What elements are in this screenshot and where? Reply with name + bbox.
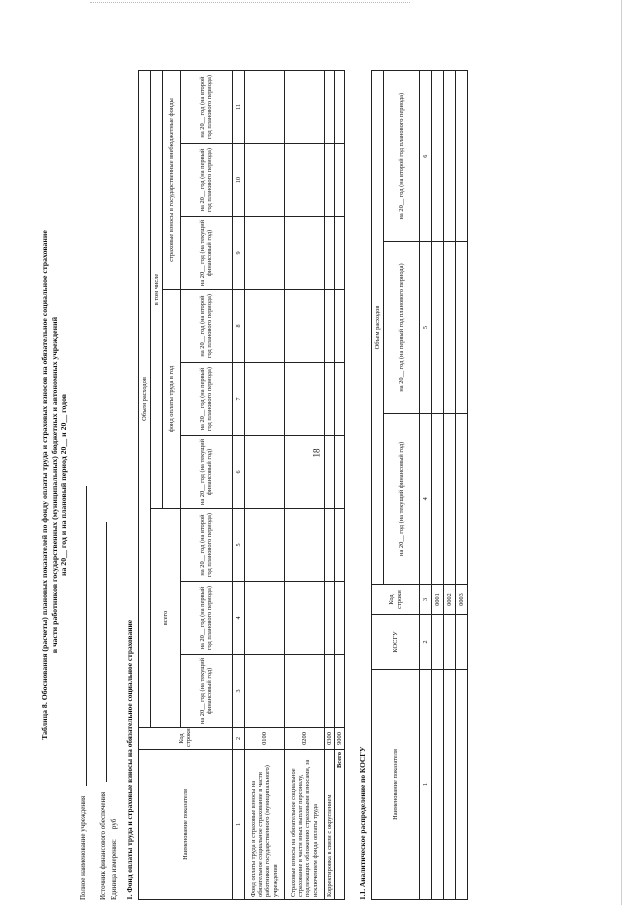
value-cell: [335, 144, 345, 217]
header-code: Код строки: [372, 585, 420, 615]
header-name: Наименование показателя: [138, 750, 232, 900]
value-cell: [335, 290, 345, 363]
header-year-first: на 20__ год (на первый год планового периода): [180, 582, 232, 655]
value-cell: [432, 413, 444, 584]
value-cell: [284, 655, 324, 728]
header-year-second: на 20__ год (на второй год планового периода): [180, 71, 232, 144]
column-number-row: [232, 71, 244, 900]
value-cell: [284, 582, 324, 655]
unit-row: [110, 70, 118, 900]
scan-artifact: [90, 2, 410, 4]
header-year-second: на 20__ год (на второй год планового периода): [180, 290, 232, 363]
value-cell: [284, 436, 324, 509]
unit-value: руб: [110, 818, 119, 830]
value-cell: [324, 363, 334, 436]
header-year-second: на 20__ год (на второй год планового периода): [180, 509, 232, 582]
value-cell: [324, 582, 334, 655]
value-cell: [244, 363, 284, 436]
row-code: 0002: [444, 585, 456, 615]
section-1-1-title: 1.1. Аналитическое распределение по КОСГУ: [358, 746, 368, 900]
value-cell: [244, 290, 284, 363]
table-row: [432, 71, 444, 900]
table-row: [456, 71, 468, 900]
column-number: 2: [232, 728, 244, 750]
value-cell: [284, 363, 324, 436]
column-number: 3: [232, 655, 244, 728]
value-cell: [324, 144, 334, 217]
value-cell: [284, 217, 324, 290]
value-cell: [244, 655, 284, 728]
header-volume: Объем расходов: [372, 71, 384, 585]
row-label: Корректировка в связи с округлением: [324, 750, 334, 900]
column-number: 1: [232, 750, 244, 900]
header-year-first: на 20__ год (на первый год планового периода): [180, 363, 232, 436]
value-cell: [244, 582, 284, 655]
column-number: 9: [232, 217, 244, 290]
value-cell: [324, 436, 334, 509]
value-cell: [244, 217, 284, 290]
value-cell: [335, 71, 345, 144]
value-cell: [456, 413, 468, 584]
value-cell: [444, 242, 456, 413]
value-cell: [324, 290, 334, 363]
institution-label: Полное наименование учреждения: [79, 795, 88, 900]
value-cell: [432, 242, 444, 413]
column-number: 6: [420, 71, 432, 242]
header-kosgu: КОСГУ: [372, 615, 420, 670]
title-line-3: на 20__ год и на плановый период 20__ и 20__ годов: [59, 393, 69, 577]
column-number: 10: [232, 144, 244, 217]
row-label: Страховые взносы на обязательное социальное страхование в части иных выплат персоналу, подлежащих обложению страховыми взносами, за исключением фонда оплаты труда: [284, 750, 324, 900]
unit-label: Единица измерения:: [110, 839, 119, 900]
header-year-current: на 20__ год (на текущий финансовый год): [180, 436, 232, 509]
value-cell: [284, 144, 324, 217]
value-cell: [244, 436, 284, 509]
institution-field: [77, 486, 87, 786]
column-number: 4: [420, 413, 432, 584]
total-row: [335, 71, 345, 900]
row-code: 0001: [432, 585, 444, 615]
title-line-2: в части работников государственных (муниципальных) бюджетных и автономных учреждений: [49, 316, 59, 654]
value-cell: [335, 436, 345, 509]
column-number: 7: [232, 363, 244, 436]
value-cell: [244, 144, 284, 217]
column-number: 6: [232, 436, 244, 509]
document-sheet: [40, 70, 600, 900]
value-cell: [456, 670, 468, 900]
source-label: Источник финансового обеспечения: [99, 791, 108, 900]
column-number: 3: [420, 585, 432, 615]
table-row: [444, 71, 456, 900]
value-cell: [444, 413, 456, 584]
header-payroll: фонд оплаты труда в год: [162, 290, 180, 509]
source-row: [97, 70, 107, 900]
value-cell: [244, 509, 284, 582]
table-row: [324, 71, 334, 900]
value-cell: [456, 71, 468, 242]
value-cell: [335, 655, 345, 728]
section-1-title: 1. Фонд оплаты труда и страховые взносы на обязательное социальное страхование: [125, 619, 135, 900]
value-cell: [324, 509, 334, 582]
row-code: 0200: [284, 728, 324, 750]
value-cell: [324, 655, 334, 728]
value-cell: [432, 670, 444, 900]
value-cell: [335, 217, 345, 290]
header-name: Наименование показателя: [372, 670, 420, 900]
row-code: 0300: [324, 728, 334, 750]
header-year-current: на 20__ год (на текущий финансовый год): [384, 413, 420, 584]
title-line-1: Таблица 8. Обоснования (расчеты) плановых показателей по фонду оплаты труда и страховых взносов на обязательное социальное страхование: [40, 230, 49, 740]
header-code: Код строки: [138, 728, 232, 750]
column-number-row: [420, 71, 432, 900]
kosgu-table: [371, 70, 468, 900]
page-number: 18: [311, 448, 322, 458]
column-number: 4: [232, 582, 244, 655]
table-row: [284, 71, 324, 900]
header-year-current: на 20__ год (на текущий финансовый год): [180, 655, 232, 728]
value-cell: [456, 615, 468, 670]
value-cell: [444, 71, 456, 242]
value-cell: [335, 509, 345, 582]
row-code: 0003: [456, 585, 468, 615]
column-number: 11: [232, 71, 244, 144]
total-label: Всего: [335, 750, 345, 900]
value-cell: [284, 71, 324, 144]
header-year-second: на 20__ год (на второй год планового периода): [384, 71, 420, 242]
value-cell: [324, 217, 334, 290]
document-title: [40, 70, 69, 900]
value-cell: [335, 363, 345, 436]
total-code: 9000: [335, 728, 345, 750]
value-cell: [444, 670, 456, 900]
header-year-current: на 20__ год (на текущий финансовый год): [180, 217, 232, 290]
row-label: Фонд оплаты труда и страховые взносы на обязательное социальное страхование в части работников государственного (муниципального) учреждения: [244, 750, 284, 900]
table-row: [244, 71, 284, 900]
header-volume: Объем расходов: [138, 71, 150, 728]
institution-row: [77, 70, 87, 900]
column-number: 5: [232, 509, 244, 582]
value-cell: [324, 71, 334, 144]
column-number: 2: [420, 615, 432, 670]
scan-edge: [621, 0, 622, 905]
column-number: 5: [420, 242, 432, 413]
header-total: всего: [150, 509, 180, 728]
row-code: 0100: [244, 728, 284, 750]
column-number: 1: [420, 670, 432, 900]
value-cell: [244, 71, 284, 144]
source-field: [97, 522, 107, 782]
value-cell: [335, 582, 345, 655]
value-cell: [284, 509, 324, 582]
header-including: в том числе: [150, 71, 162, 509]
payroll-table: [138, 70, 346, 900]
value-cell: [456, 242, 468, 413]
value-cell: [432, 71, 444, 242]
value-cell: [432, 615, 444, 670]
header-year-first: на 20__ год (на первый год планового периода): [180, 144, 232, 217]
header-year-first: на 20__ год (на первый год планового периода): [384, 242, 420, 413]
value-cell: [444, 615, 456, 670]
column-number: 8: [232, 290, 244, 363]
header-contributions: страховые взносы в государственные внебюджетные фонды: [162, 71, 180, 290]
value-cell: [284, 290, 324, 363]
